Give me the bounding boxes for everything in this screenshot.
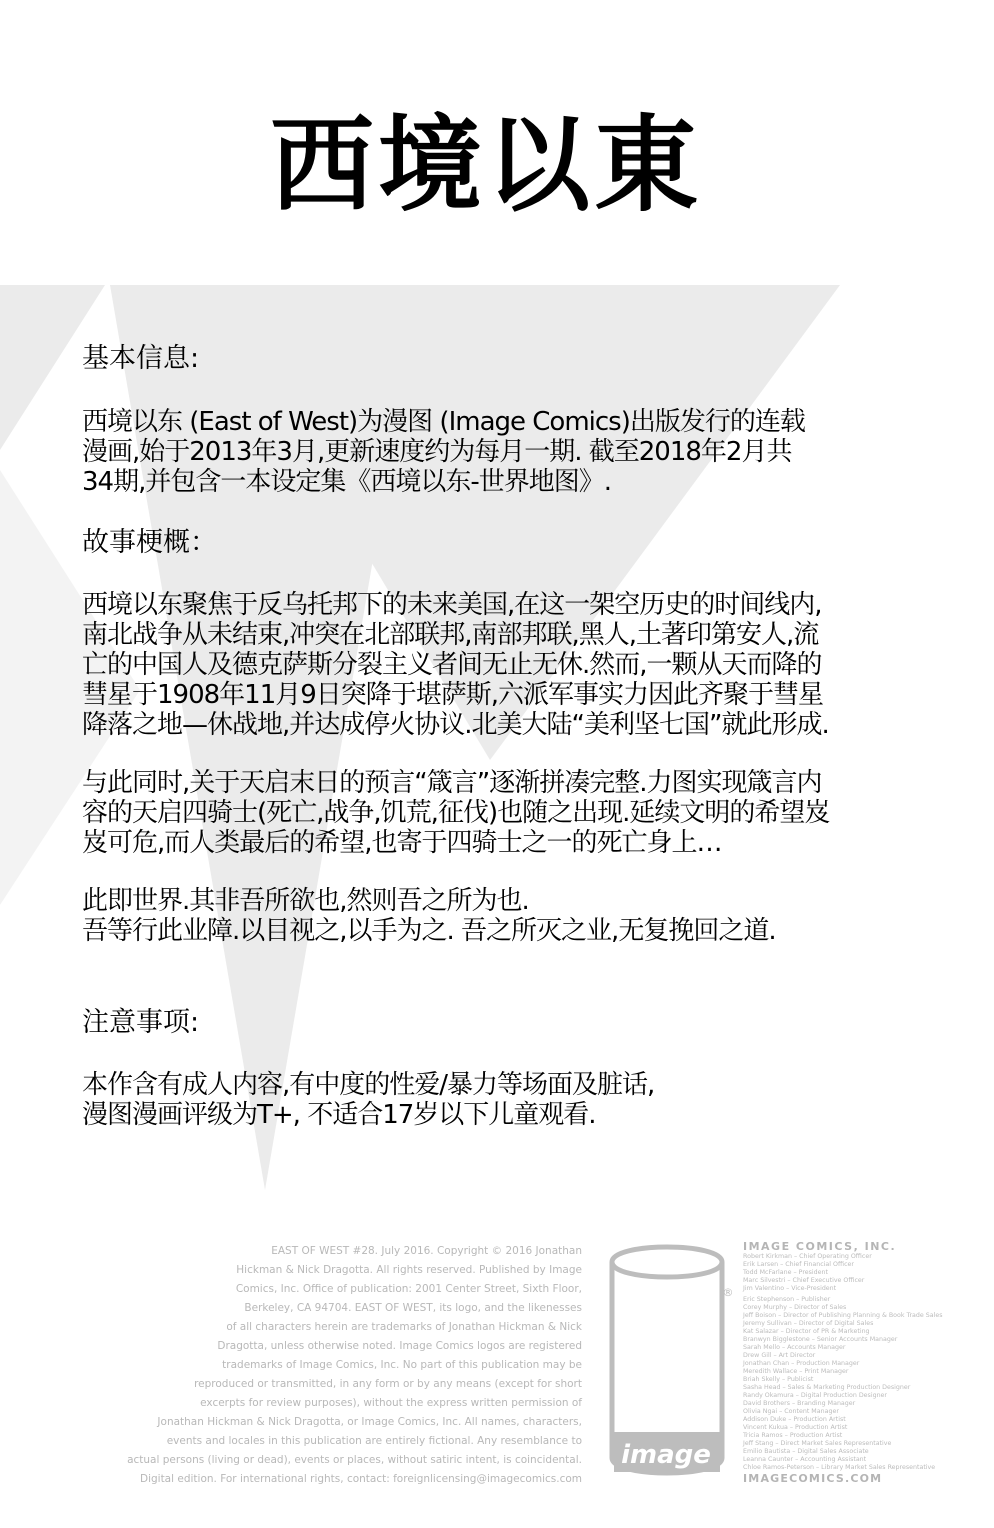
- legal-notice: [110, 1242, 582, 1489]
- legal-line: EAST OF WEST #28. July 2016. Copyright © 2016 Jonathan: [271, 1245, 582, 1257]
- legal-line: excerpts for review purposes), without the express written permission of: [200, 1397, 582, 1409]
- credit-line: Addison Duke – Production Artist: [743, 1416, 846, 1423]
- credit-line: Sasha Head – Sales & Marketing Production Designer: [743, 1384, 911, 1391]
- credit-line: Corey Murphy – Director of Sales: [743, 1304, 847, 1311]
- notice-text: 本作含有成人内容,有中度的性爱/暴力等场面及脏话, 漫图漫画评级为T+, 不适合17岁以下儿童观看.: [82, 1070, 655, 1130]
- credit-line: Olivia Ngai – Content Manager: [743, 1408, 839, 1415]
- story-paragraph-2: 与此同时,关于天启末日的预言“箴言”逐渐拼凑完整.力图实现箴言内 容的天启四骑士(死亡,战争,饥荒,征伐)也随之出现.延续文明的希望岌 岌可危,而人类最后的希望,也寄于四骑士之一的死亡身上…: [82, 768, 830, 858]
- basic-info-text: 西境以东 (East of West)为漫图 (Image Comics)出版发行的连载 漫画,始于2013年3月,更新速度约为每月一期. 截至2018年2月共 34期,并包含一本设定集《西境以东-世界地图》.: [82, 407, 805, 497]
- credit-line: Robert Kirkman – Chief Operating Officer: [743, 1253, 872, 1260]
- credit-line: Drew Gill – Art Director: [743, 1352, 816, 1359]
- legal-line: Hickman & Nick Dragotta. All rights reserved. Published by Image: [236, 1264, 582, 1276]
- basic-info-heading: 基本信息:: [82, 343, 200, 374]
- website-link[interactable]: IMAGECOMICS.COM: [743, 1472, 883, 1485]
- credit-line: Jeremy Sullivan – Director of Digital Sales: [743, 1320, 874, 1327]
- credit-line: Jeff Stang – Direct Market Sales Representative: [743, 1440, 892, 1447]
- credit-line: Kat Salazar – Director of PR & Marketing: [743, 1328, 870, 1335]
- credit-line: Erik Larsen – Chief Financial Officer: [743, 1261, 854, 1268]
- credit-line: Sarah Mello – Accounts Manager: [743, 1344, 846, 1351]
- credit-line: Tricia Ramos – Production Artist: [743, 1432, 843, 1439]
- story-paragraph-1: 西境以东聚焦于反乌托邦下的未来美国,在这一架空历史的时间线内, 南北战争从未结束,冲突在北部联邦,南部邦联,黑人,土著印第安人,流 亡的中国人及德克萨斯分裂主义者间无止无休.然而,一颗从天而降的 彗星于1908年11月9日突降于堪萨斯,六派军事实力因此齐聚于彗星 降落之地—休战地,并达成停火协议.北美大陆“美利坚七国”就此形成.: [82, 590, 829, 740]
- company-credits: [743, 1240, 983, 1485]
- legal-line: Comics, Inc. Office of publication: 2001 Center Street, Sixth Floor,: [235, 1283, 582, 1295]
- legal-line: events and locales in this publication are entirely fictional. Any resemblance to: [166, 1435, 582, 1447]
- credit-line: Chloe Ramos-Peterson – Library Market Sales Representative: [743, 1464, 936, 1471]
- credit-line: Emilio Bautista – Digital Sales Associate: [743, 1448, 869, 1455]
- legal-line: trademarks of Image Comics, Inc. No part of this publication may be: [222, 1359, 582, 1371]
- logo-wordmark: image: [621, 1440, 711, 1470]
- story-heading: 故事梗概：: [82, 527, 217, 558]
- legal-line: Jonathan Hickman & Nick Dragotta, or Image Comics, Inc. All names, characters,: [157, 1416, 582, 1428]
- credit-line: David Brothers – Branding Manager: [743, 1400, 856, 1407]
- image-comics-logo: [606, 1240, 734, 1485]
- story-paragraph-3: 此即世界.其非吾所欲也,然则吾之所为也. 吾等行此业障.以目视之,以手为之. 吾之所灭之业,无复挽回之道.: [82, 886, 776, 946]
- credit-line: Meredith Wallace – Print Manager: [743, 1368, 849, 1375]
- credit-line: Todd McFarlane – President: [743, 1269, 829, 1276]
- legal-line: Dragotta, unless otherwise noted. Image Comics logos are registered: [217, 1340, 582, 1352]
- credit-line: Jeff Boison – Director of Publishing Planning & Book Trade Sales: [743, 1312, 943, 1319]
- page-title: 西境以東: [270, 104, 703, 226]
- credit-line: Marc Silvestri – Chief Executive Officer: [743, 1277, 865, 1284]
- credit-line: Vincent Kukua – Production Artist: [743, 1424, 848, 1431]
- credit-line: Eric Stephenson – Publisher: [743, 1296, 831, 1303]
- company-name: IMAGE COMICS, INC.: [743, 1240, 897, 1253]
- credit-line: Briah Skelly – Publicist: [743, 1376, 814, 1383]
- legal-line: of all characters herein are trademarks of Jonathan Hickman & Nick: [226, 1321, 582, 1333]
- credit-line: Jonathan Chan – Production Manager: [743, 1360, 860, 1367]
- credit-line: Randy Okamura – Digital Production Designer: [743, 1392, 888, 1399]
- credit-line: Branwyn Bigglestone – Senior Accounts Manager: [743, 1336, 898, 1343]
- legal-line: reproduced or transmitted, in any form or by any means (except for short: [194, 1378, 582, 1390]
- credit-line: Jim Valentino – Vice-President: [743, 1285, 837, 1292]
- legal-line: Digital edition. For international rights, contact: foreignlicensing@imagecomics.com: [139, 1473, 582, 1485]
- legal-line: actual persons (living or dead), events or places, without satiric intent, is coincidental.: [127, 1454, 582, 1466]
- registered-mark: ®: [722, 1286, 734, 1299]
- credit-line: Leanna Caunter – Accounting Assistant: [743, 1456, 867, 1463]
- notice-heading: 注意事项:: [82, 1007, 200, 1038]
- legal-line: Berkeley, CA 94704. EAST OF WEST, its logo, and the likenesses: [244, 1302, 582, 1314]
